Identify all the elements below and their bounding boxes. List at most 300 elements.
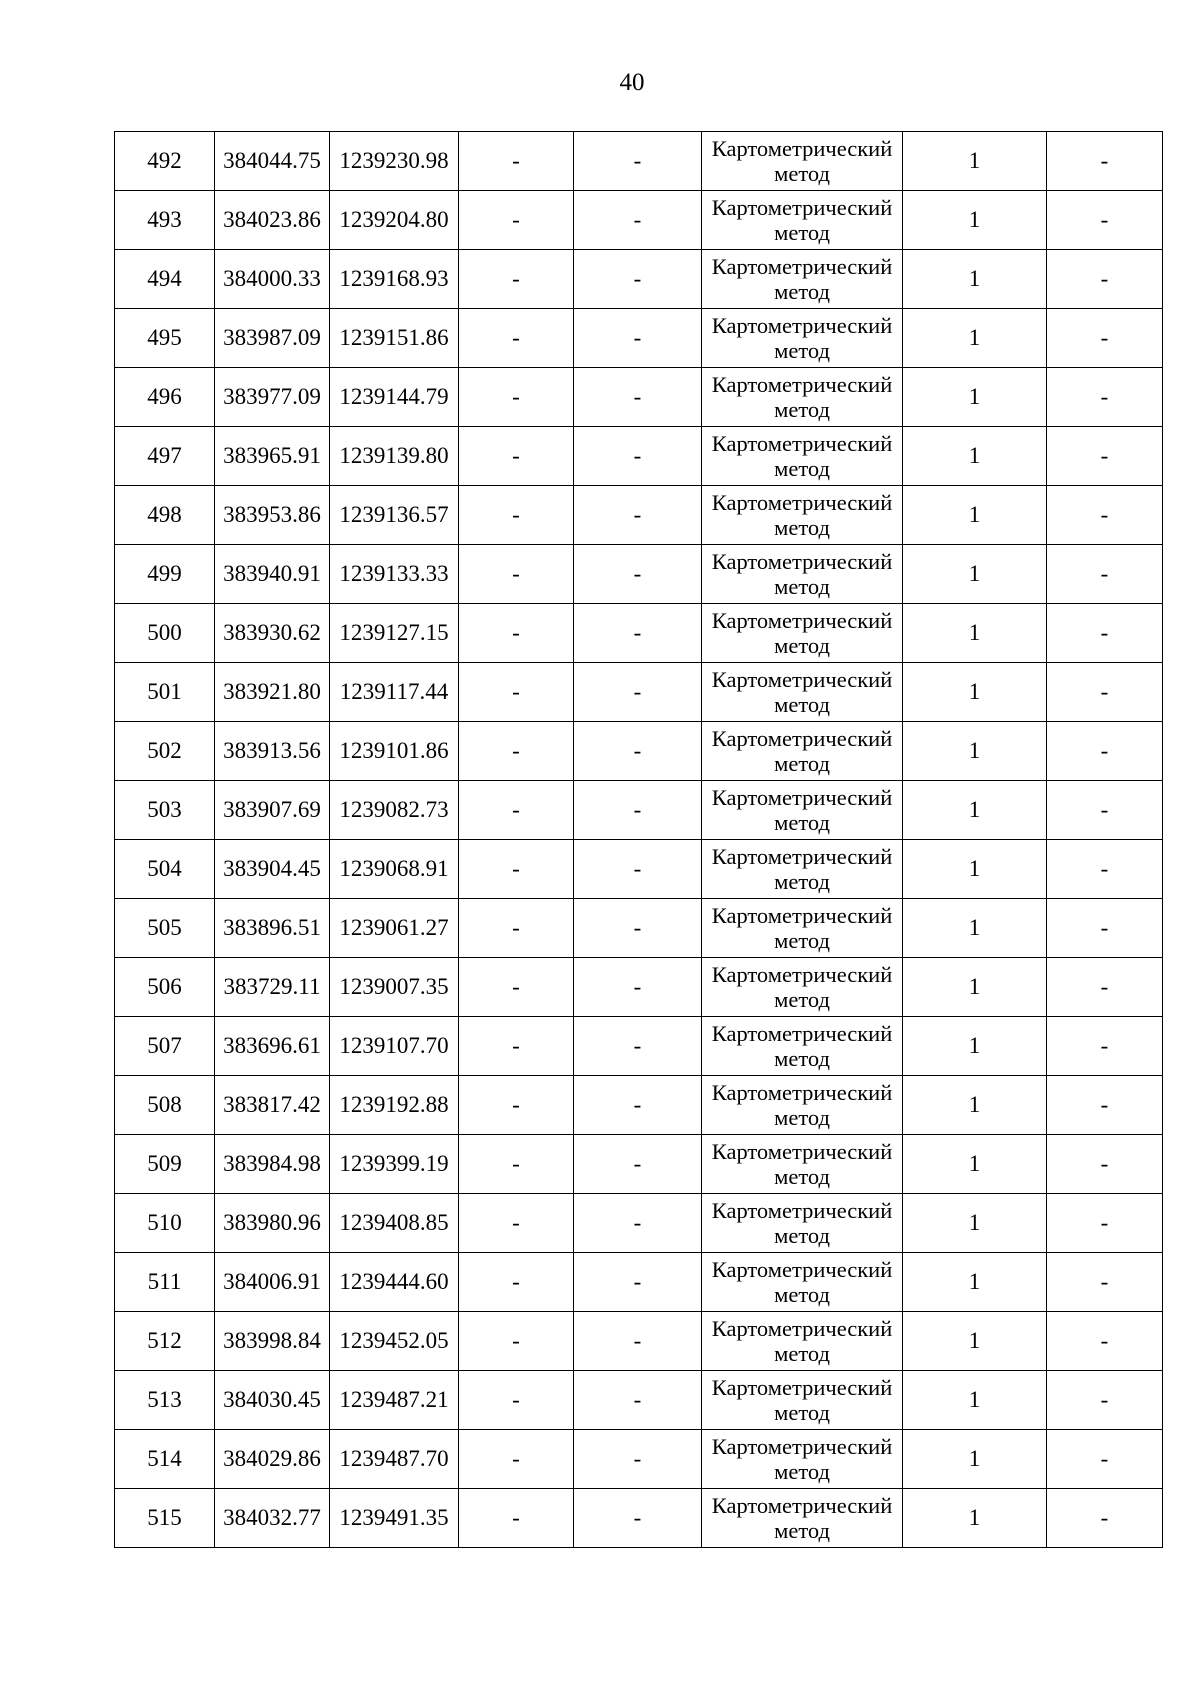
accuracy-cell — [903, 958, 1047, 1017]
point-number: 495 — [147, 325, 182, 350]
y-coordinate: 1239168.93 — [339, 266, 449, 291]
point-number: 508 — [147, 1092, 182, 1117]
description-cell — [1047, 604, 1163, 663]
empty-value-b: - — [633, 502, 642, 527]
empty-column-a-cell — [459, 1489, 574, 1548]
y-coordinate: 1239133.33 — [339, 561, 449, 586]
empty-column-a-cell — [459, 1371, 574, 1430]
empty-column-a-cell — [459, 368, 574, 427]
point-number: 510 — [147, 1210, 182, 1235]
table-row — [115, 1371, 1163, 1430]
point-number-cell — [115, 545, 215, 604]
point-number-cell — [115, 781, 215, 840]
accuracy-cell — [903, 368, 1047, 427]
empty-column-b-cell — [574, 368, 702, 427]
empty-value-a: - — [512, 1505, 520, 1530]
method-line-1: Картометрический — [711, 1198, 893, 1223]
table-row — [115, 368, 1163, 427]
description-value: - — [1100, 443, 1109, 468]
point-number-cell — [115, 250, 215, 309]
x-coordinate: 383953.86 — [223, 502, 321, 527]
description-cell — [1047, 1489, 1163, 1548]
point-number: 504 — [147, 856, 182, 881]
coordinates-table — [114, 131, 1163, 1548]
method-cell — [702, 899, 903, 958]
empty-value-b: - — [633, 1328, 642, 1353]
accuracy-cell — [903, 1489, 1047, 1548]
y-coordinate: 1239192.88 — [339, 1092, 449, 1117]
method-line-1: Картометрический — [711, 903, 893, 928]
point-number-cell — [115, 486, 215, 545]
x-coordinate: 383987.09 — [223, 325, 321, 350]
empty-value-b: - — [633, 443, 642, 468]
y-coordinate-cell — [330, 1076, 459, 1135]
empty-column-b-cell — [574, 604, 702, 663]
method-line-1: Картометрический — [711, 1080, 893, 1105]
accuracy-value: 1 — [968, 797, 981, 822]
table-row — [115, 250, 1163, 309]
table-row — [115, 663, 1163, 722]
description-value: - — [1100, 738, 1109, 763]
y-coordinate: 1239204.80 — [339, 207, 449, 232]
table-row — [115, 545, 1163, 604]
empty-column-b-cell — [574, 1135, 702, 1194]
table-row — [115, 1253, 1163, 1312]
table-row — [115, 309, 1163, 368]
method-cell — [702, 1017, 903, 1076]
x-coordinate: 384000.33 — [223, 266, 321, 291]
x-coordinate: 384044.75 — [223, 148, 321, 173]
y-coordinate-cell — [330, 840, 459, 899]
accuracy-cell — [903, 722, 1047, 781]
description-cell — [1047, 722, 1163, 781]
empty-column-b-cell — [574, 1076, 702, 1135]
method-line-2: метод — [774, 869, 830, 894]
description-value: - — [1100, 974, 1109, 999]
empty-value-b: - — [633, 974, 642, 999]
table-body — [115, 132, 1163, 1548]
table-row — [115, 899, 1163, 958]
empty-column-b-cell — [574, 309, 702, 368]
empty-column-a-cell — [459, 191, 574, 250]
x-coordinate: 383904.45 — [223, 856, 321, 881]
y-coordinate: 1239444.60 — [339, 1269, 449, 1294]
description-value: - — [1100, 148, 1109, 173]
point-number-cell — [115, 1194, 215, 1253]
x-coordinate: 383965.91 — [223, 443, 321, 468]
table-row — [115, 1489, 1163, 1548]
y-coordinate-cell — [330, 663, 459, 722]
x-coordinate: 383998.84 — [223, 1328, 321, 1353]
description-value: - — [1100, 856, 1109, 881]
method-line-2: метод — [774, 338, 830, 363]
empty-value-b: - — [633, 266, 642, 291]
empty-column-a-cell — [459, 840, 574, 899]
empty-column-b-cell — [574, 1194, 702, 1253]
accuracy-value: 1 — [968, 1446, 981, 1471]
accuracy-cell — [903, 604, 1047, 663]
description-value: - — [1100, 384, 1109, 409]
method-line-2: метод — [774, 751, 830, 776]
method-line-1: Картометрический — [711, 1021, 893, 1046]
x-coordinate-cell — [215, 1430, 330, 1489]
description-cell — [1047, 1312, 1163, 1371]
description-cell — [1047, 309, 1163, 368]
empty-column-a-cell — [459, 899, 574, 958]
accuracy-value: 1 — [968, 974, 981, 999]
description-value: - — [1100, 797, 1109, 822]
accuracy-cell — [903, 1253, 1047, 1312]
description-value: - — [1100, 1446, 1109, 1471]
description-cell — [1047, 191, 1163, 250]
accuracy-value: 1 — [968, 561, 981, 586]
method-cell — [702, 958, 903, 1017]
empty-value-a: - — [512, 1151, 520, 1176]
point-number: 497 — [147, 443, 182, 468]
empty-value-a: - — [512, 738, 520, 763]
y-coordinate-cell — [330, 604, 459, 663]
method-cell — [702, 1430, 903, 1489]
empty-value-b: - — [633, 679, 642, 704]
x-coordinate-cell — [215, 781, 330, 840]
description-cell — [1047, 1253, 1163, 1312]
table-row — [115, 486, 1163, 545]
description-value: - — [1100, 1033, 1109, 1058]
y-coordinate: 1239144.79 — [339, 384, 449, 409]
point-number-cell — [115, 958, 215, 1017]
method-line-2: метод — [774, 633, 830, 658]
x-coordinate: 383980.96 — [223, 1210, 321, 1235]
y-coordinate-cell — [330, 191, 459, 250]
method-line-1: Картометрический — [711, 195, 893, 220]
x-coordinate-cell — [215, 663, 330, 722]
accuracy-value: 1 — [968, 679, 981, 704]
x-coordinate-cell — [215, 1312, 330, 1371]
point-number-cell — [115, 1135, 215, 1194]
point-number-cell — [115, 899, 215, 958]
y-coordinate-cell — [330, 899, 459, 958]
x-coordinate-cell — [215, 1253, 330, 1312]
accuracy-cell — [903, 899, 1047, 958]
method-cell — [702, 1489, 903, 1548]
method-line-2: метод — [774, 1400, 830, 1425]
y-coordinate-cell — [330, 1371, 459, 1430]
empty-column-b-cell — [574, 1430, 702, 1489]
method-cell — [702, 250, 903, 309]
y-coordinate-cell — [330, 545, 459, 604]
description-value: - — [1100, 1505, 1109, 1530]
accuracy-cell — [903, 1312, 1047, 1371]
accuracy-value: 1 — [968, 266, 981, 291]
accuracy-cell — [903, 486, 1047, 545]
empty-column-b-cell — [574, 1371, 702, 1430]
y-coordinate: 1239230.98 — [339, 148, 449, 173]
x-coordinate-cell — [215, 545, 330, 604]
x-coordinate: 383696.61 — [223, 1033, 321, 1058]
empty-column-a-cell — [459, 309, 574, 368]
empty-value-b: - — [633, 207, 642, 232]
method-line-2: метод — [774, 1341, 830, 1366]
empty-column-a-cell — [459, 722, 574, 781]
y-coordinate: 1239136.57 — [339, 502, 449, 527]
method-line-2: метод — [774, 161, 830, 186]
description-cell — [1047, 1194, 1163, 1253]
empty-value-b: - — [633, 1151, 642, 1176]
empty-column-a-cell — [459, 427, 574, 486]
description-cell — [1047, 958, 1163, 1017]
y-coordinate-cell — [330, 722, 459, 781]
x-coordinate-cell — [215, 1017, 330, 1076]
method-cell — [702, 368, 903, 427]
x-coordinate-cell — [215, 1371, 330, 1430]
point-number: 515 — [147, 1505, 182, 1530]
point-number-cell — [115, 840, 215, 899]
point-number-cell — [115, 1253, 215, 1312]
description-value: - — [1100, 325, 1109, 350]
empty-value-a: - — [512, 384, 520, 409]
accuracy-value: 1 — [968, 1151, 981, 1176]
accuracy-value: 1 — [968, 620, 981, 645]
x-coordinate-cell — [215, 840, 330, 899]
y-coordinate: 1239107.70 — [339, 1033, 449, 1058]
y-coordinate-cell — [330, 1135, 459, 1194]
description-value: - — [1100, 915, 1109, 940]
method-line-2: метод — [774, 1105, 830, 1130]
description-value: - — [1100, 207, 1109, 232]
y-coordinate: 1239127.15 — [339, 620, 449, 645]
x-coordinate-cell — [215, 1489, 330, 1548]
x-coordinate-cell — [215, 1194, 330, 1253]
empty-column-b-cell — [574, 1312, 702, 1371]
method-line-1: Картометрический — [711, 667, 893, 692]
y-coordinate-cell — [330, 1489, 459, 1548]
accuracy-value: 1 — [968, 325, 981, 350]
y-coordinate: 1239408.85 — [339, 1210, 449, 1235]
point-number: 505 — [147, 915, 182, 940]
accuracy-value: 1 — [968, 915, 981, 940]
x-coordinate: 384006.91 — [223, 1269, 321, 1294]
y-coordinate-cell — [330, 309, 459, 368]
point-number-cell — [115, 132, 215, 191]
description-cell — [1047, 132, 1163, 191]
point-number: 496 — [147, 384, 182, 409]
point-number: 499 — [147, 561, 182, 586]
description-value: - — [1100, 620, 1109, 645]
accuracy-cell — [903, 132, 1047, 191]
x-coordinate: 383913.56 — [223, 738, 321, 763]
empty-value-a: - — [512, 915, 520, 940]
method-line-1: Картометрический — [711, 608, 893, 633]
x-coordinate-cell — [215, 191, 330, 250]
empty-value-a: - — [512, 620, 520, 645]
description-value: - — [1100, 1328, 1109, 1353]
empty-value-a: - — [512, 561, 520, 586]
y-coordinate-cell — [330, 1312, 459, 1371]
empty-column-a-cell — [459, 545, 574, 604]
method-cell — [702, 1135, 903, 1194]
method-line-2: метод — [774, 810, 830, 835]
y-coordinate-cell — [330, 781, 459, 840]
table-row — [115, 1430, 1163, 1489]
point-number: 507 — [147, 1033, 182, 1058]
empty-column-b-cell — [574, 545, 702, 604]
y-coordinate: 1239491.35 — [339, 1505, 449, 1530]
empty-value-b: - — [633, 384, 642, 409]
accuracy-cell — [903, 663, 1047, 722]
empty-value-a: - — [512, 1092, 520, 1117]
method-cell — [702, 1253, 903, 1312]
empty-column-a-cell — [459, 663, 574, 722]
x-coordinate: 383977.09 — [223, 384, 321, 409]
description-value: - — [1100, 679, 1109, 704]
accuracy-value: 1 — [968, 1387, 981, 1412]
empty-column-a-cell — [459, 1430, 574, 1489]
accuracy-cell — [903, 1076, 1047, 1135]
empty-value-b: - — [633, 1446, 642, 1471]
table-row — [115, 191, 1163, 250]
point-number: 500 — [147, 620, 182, 645]
table-row — [115, 1194, 1163, 1253]
point-number: 506 — [147, 974, 182, 999]
accuracy-value: 1 — [968, 1210, 981, 1235]
empty-value-b: - — [633, 561, 642, 586]
y-coordinate-cell — [330, 486, 459, 545]
method-cell — [702, 191, 903, 250]
method-line-2: метод — [774, 1223, 830, 1248]
empty-column-b-cell — [574, 663, 702, 722]
accuracy-cell — [903, 1371, 1047, 1430]
description-value: - — [1100, 561, 1109, 586]
method-line-2: метод — [774, 1164, 830, 1189]
method-line-1: Картометрический — [711, 313, 893, 338]
x-coordinate-cell — [215, 722, 330, 781]
empty-value-a: - — [512, 1269, 520, 1294]
empty-column-a-cell — [459, 1253, 574, 1312]
page-number: 40 — [619, 69, 645, 96]
description-cell — [1047, 1430, 1163, 1489]
method-line-1: Картометрический — [711, 785, 893, 810]
method-line-1: Картометрический — [711, 844, 893, 869]
empty-value-a: - — [512, 502, 520, 527]
point-number: 503 — [147, 797, 182, 822]
point-number: 514 — [147, 1446, 182, 1471]
x-coordinate: 383930.62 — [223, 620, 321, 645]
y-coordinate-cell — [330, 368, 459, 427]
empty-column-b-cell — [574, 1017, 702, 1076]
description-cell — [1047, 899, 1163, 958]
method-line-2: метод — [774, 574, 830, 599]
y-coordinate: 1239399.19 — [339, 1151, 449, 1176]
empty-column-b-cell — [574, 427, 702, 486]
empty-value-a: - — [512, 148, 520, 173]
empty-column-a-cell — [459, 250, 574, 309]
description-cell — [1047, 368, 1163, 427]
accuracy-cell — [903, 781, 1047, 840]
x-coordinate: 383907.69 — [223, 797, 321, 822]
empty-column-b-cell — [574, 958, 702, 1017]
empty-column-a-cell — [459, 781, 574, 840]
empty-value-a: - — [512, 443, 520, 468]
y-coordinate-cell — [330, 427, 459, 486]
y-coordinate: 1239117.44 — [339, 679, 449, 704]
empty-value-b: - — [633, 1387, 642, 1412]
point-number-cell — [115, 427, 215, 486]
method-cell — [702, 840, 903, 899]
method-line-2: метод — [774, 1518, 830, 1543]
accuracy-value: 1 — [968, 207, 981, 232]
empty-value-a: - — [512, 1446, 520, 1471]
table-row — [115, 427, 1163, 486]
accuracy-value: 1 — [968, 502, 981, 527]
method-line-1: Картометрический — [711, 549, 893, 574]
accuracy-cell — [903, 427, 1047, 486]
method-line-1: Картометрический — [711, 136, 893, 161]
empty-column-b-cell — [574, 840, 702, 899]
method-cell — [702, 309, 903, 368]
table-row — [115, 604, 1163, 663]
description-cell — [1047, 663, 1163, 722]
y-coordinate: 1239101.86 — [339, 738, 449, 763]
method-line-1: Картометрический — [711, 490, 893, 515]
description-cell — [1047, 840, 1163, 899]
point-number: 513 — [147, 1387, 182, 1412]
point-number-cell — [115, 604, 215, 663]
point-number: 509 — [147, 1151, 182, 1176]
table-row — [115, 1076, 1163, 1135]
method-line-1: Картометрический — [711, 1375, 893, 1400]
empty-column-a-cell — [459, 1312, 574, 1371]
empty-value-b: - — [633, 1210, 642, 1235]
method-line-2: метод — [774, 1282, 830, 1307]
x-coordinate-cell — [215, 958, 330, 1017]
accuracy-cell — [903, 250, 1047, 309]
method-line-1: Картометрический — [711, 726, 893, 751]
description-cell — [1047, 1371, 1163, 1430]
empty-value-b: - — [633, 1505, 642, 1530]
y-coordinate: 1239452.05 — [339, 1328, 449, 1353]
description-cell — [1047, 427, 1163, 486]
x-coordinate-cell — [215, 899, 330, 958]
empty-value-a: - — [512, 1387, 520, 1412]
empty-value-b: - — [633, 915, 642, 940]
method-line-2: метод — [774, 692, 830, 717]
empty-value-a: - — [512, 1210, 520, 1235]
empty-value-b: - — [633, 1033, 642, 1058]
empty-column-b-cell — [574, 1489, 702, 1548]
description-cell — [1047, 781, 1163, 840]
table-row — [115, 1017, 1163, 1076]
empty-value-a: - — [512, 797, 520, 822]
description-cell — [1047, 250, 1163, 309]
accuracy-value: 1 — [968, 384, 981, 409]
description-value: - — [1100, 1269, 1109, 1294]
point-number-cell — [115, 1371, 215, 1430]
empty-column-b-cell — [574, 486, 702, 545]
method-cell — [702, 1371, 903, 1430]
method-line-2: метод — [774, 1046, 830, 1071]
method-line-2: метод — [774, 515, 830, 540]
point-number: 498 — [147, 502, 182, 527]
point-number-cell — [115, 1076, 215, 1135]
y-coordinate-cell — [330, 1253, 459, 1312]
description-cell — [1047, 545, 1163, 604]
x-coordinate: 383940.91 — [223, 561, 321, 586]
y-coordinate: 1239007.35 — [339, 974, 449, 999]
accuracy-value: 1 — [968, 443, 981, 468]
x-coordinate: 384032.77 — [223, 1505, 321, 1530]
method-line-1: Картометрический — [711, 1434, 893, 1459]
table-row — [115, 1135, 1163, 1194]
